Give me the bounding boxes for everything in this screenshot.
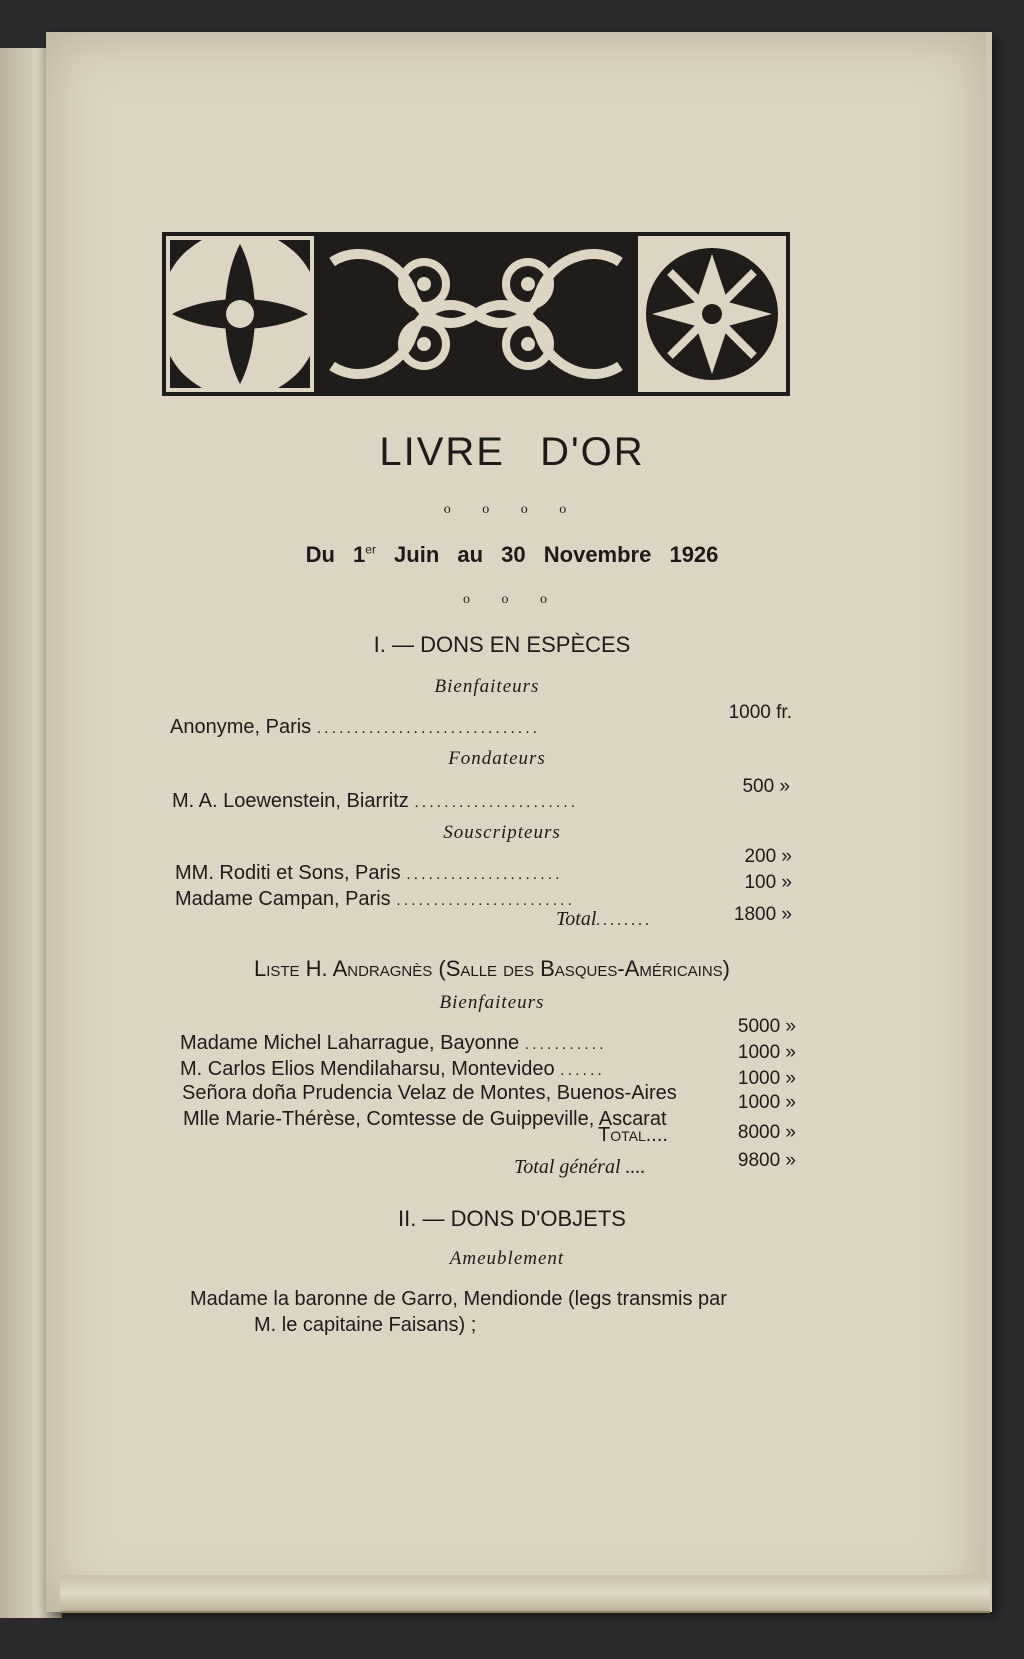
subheading-bienfaiteurs: Bienfaiteurs [434,676,540,697]
donor-entry [170,716,540,739]
donation-amount: 1000 fr. [728,702,792,723]
donor-entry [183,1108,667,1131]
donation-amount: 200 » [744,846,792,867]
donation-amount: 1000 » [737,1068,796,1089]
total-amount: 1800 » [733,904,792,925]
page-stack-edge [60,1575,990,1613]
donation-amount: 1000 » [737,1042,796,1063]
donor-name: Madame Campan, Paris [175,888,391,910]
donor-entry [175,862,563,885]
quatrefoil-ornament-left [166,236,314,392]
donor-entry [182,1082,677,1105]
period-suffix: Juin au 30 Novembre 1926 [375,542,719,567]
donor-name: Madame Michel Laharrague, Bayonne [180,1032,520,1054]
donation-amount: 1000 » [737,1092,796,1113]
rosette-ornament-right [638,236,786,392]
period-prefix: Du 1 [305,542,366,567]
leader-dots: ..................... [406,866,563,883]
total-amount: 8000 » [737,1122,796,1143]
period-heading [0,542,1024,568]
ornament-band [162,232,790,396]
grand-total-label: Total général .... [514,1156,646,1178]
leader-dots: ...... [560,1062,605,1079]
donor-entry [175,888,575,911]
donor-name: Mlle Marie-Thérèse, Comtesse de Guippeville, Ascarat [183,1108,667,1130]
donation-amount: 100 » [744,872,792,893]
donor-entry [180,1058,605,1081]
object-donation-entry-continued: M. le capitaine Faisans) ; [254,1314,477,1336]
separator-dots: o o o [463,592,561,607]
leader-dots: ........ [596,912,653,929]
donation-amount: 5000 » [737,1016,796,1037]
total-label [556,908,652,931]
total-label: Total.... [598,1124,668,1146]
list-heading-andragnes: Liste H. Andragnès (Salle des Basques-Américains) [253,956,730,981]
subheading-bienfaiteurs: Bienfaiteurs [439,992,545,1013]
separator-dots: o o o o [443,502,581,517]
donor-name: Señora doña Prudencia Velaz de Montes, Buenos-Aires [182,1082,677,1104]
subheading-fondateurs: Fondateurs [448,748,546,769]
section-heading-objets: II. — DONS D'OBJETS [398,1206,626,1231]
donor-entry [180,1032,607,1055]
period-sup: er [365,542,376,557]
section-heading-especes: I. — DONS EN ESPÈCES [373,632,631,657]
leader-dots: ...................... [414,794,579,811]
subheading-ameublement: Ameublement [449,1248,565,1269]
leader-dots: ........... [524,1036,607,1053]
donor-name: M. A. Loewenstein, Biarritz [172,790,409,812]
leader-dots: .............................. [316,720,541,737]
page-title: LIVRE D'OR [379,430,645,474]
scroll-ornament-center [322,236,630,392]
donor-name: MM. Roditi et Sons, Paris [175,862,401,884]
donor-name: M. Carlos Elios Mendilaharsu, Montevideo [180,1058,555,1080]
grand-total-amount: 9800 » [737,1150,796,1171]
donation-amount: 500 » [742,776,790,797]
donor-name: Anonyme, Paris [170,716,312,738]
donor-entry [172,790,578,813]
subheading-souscripteurs: Souscripteurs [443,822,561,843]
total-text: Total [556,908,597,930]
leader-dots: ........................ [396,892,575,909]
object-donation-entry: Madame la baronne de Garro, Mendionde (legs transmis par [190,1288,727,1310]
